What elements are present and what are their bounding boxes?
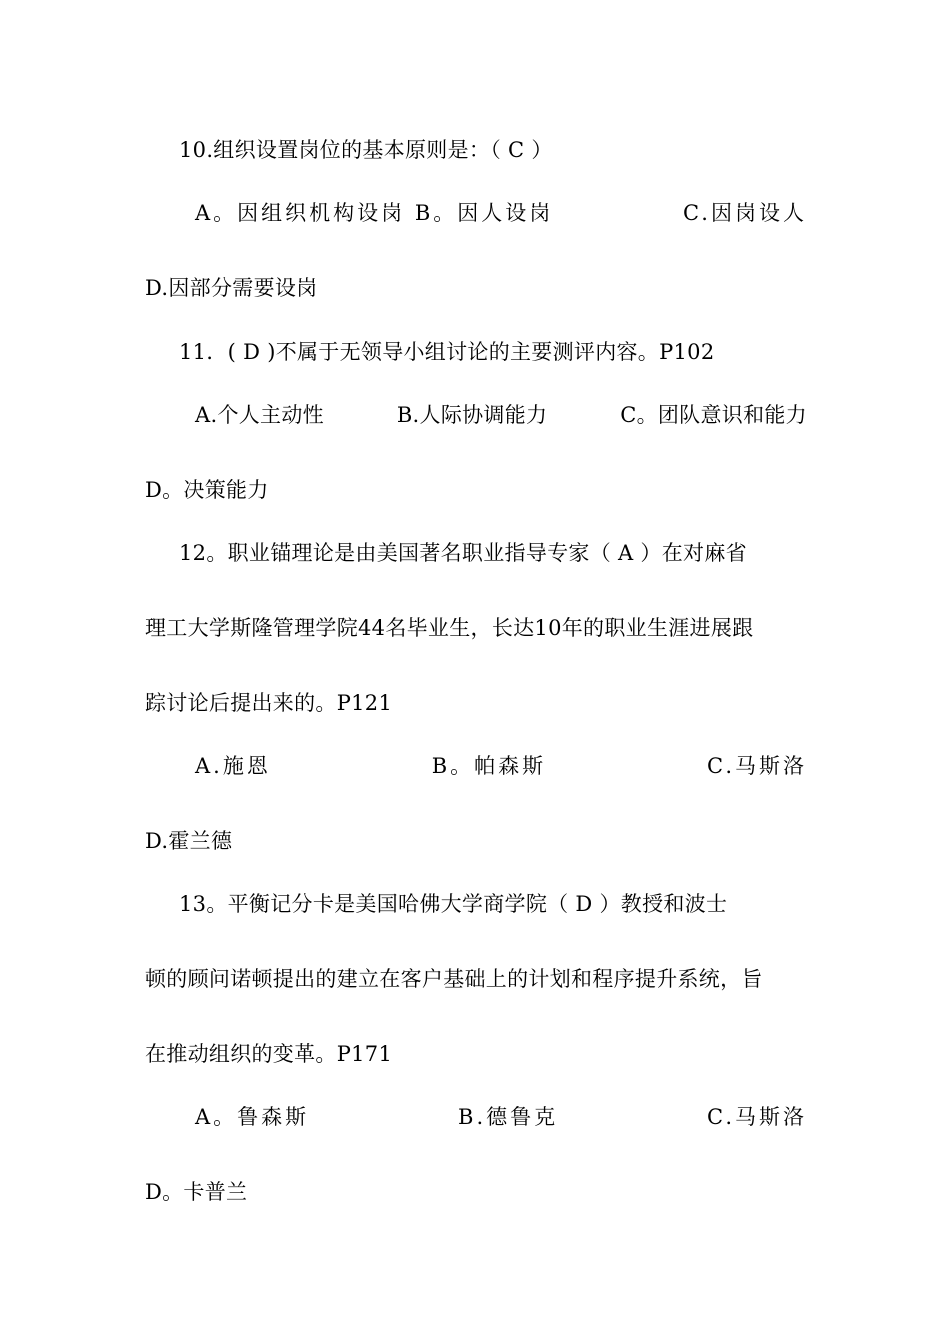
question-13-stem-line-1: 13。平衡记分卡是美国哈佛大学商学院（ D ）教授和波士 (179, 892, 728, 916)
question-10-option-d: D.因部分需要设岗 (145, 276, 318, 300)
option-a: A。因组织机构设岗 (195, 201, 406, 225)
option-c: C。团队意识和能力 (620, 403, 807, 427)
question-12-option-d: D.霍兰德 (145, 829, 233, 853)
option-a: A。鲁森斯 (195, 1105, 310, 1129)
option-c: C.马斯洛 (707, 1105, 807, 1129)
question-12-stem-line-1: 12。职业锚理论是由美国著名职业指导专家（ A ）在对麻省 (179, 541, 747, 565)
question-11-option-d: D。决策能力 (145, 478, 269, 502)
question-10-stem: 10.组织设置岗位的基本原则是：（ C ） (179, 138, 553, 162)
question-12-options (145, 751, 807, 781)
option-c: C.因岗设人 (682, 201, 807, 225)
question-13-stem-line-3: 在推动组织的变革。P171 (145, 1042, 393, 1066)
option-a: A.施恩 (195, 754, 271, 778)
option-b: B。帕森斯 (431, 754, 547, 778)
question-13-option-d: D。卡普兰 (145, 1180, 248, 1204)
question-13-options (145, 1102, 807, 1132)
option-b: B。因人设岗 (414, 201, 554, 225)
question-12-stem-line-3: 踪讨论后提出来的。P121 (145, 691, 393, 715)
option-a: A.个人主动性 (195, 403, 324, 427)
option-b: B.人际协调能力 (396, 403, 548, 427)
question-12-stem-line-2: 理工大学斯隆管理学院44名毕业生，长达10年的职业生涯进展跟 (145, 616, 754, 640)
question-11-stem: 11．( D )不属于无领导小组讨论的主要测评内容。P102 (179, 340, 715, 364)
question-11-options (145, 400, 807, 430)
question-10-options (145, 198, 807, 228)
question-13-stem-line-2: 顿的顾问诺顿提出的建立在客户基础上的计划和程序提升系统，旨 (145, 967, 763, 991)
option-b: B.德鲁克 (458, 1105, 559, 1129)
option-c: C.马斯洛 (707, 754, 807, 778)
